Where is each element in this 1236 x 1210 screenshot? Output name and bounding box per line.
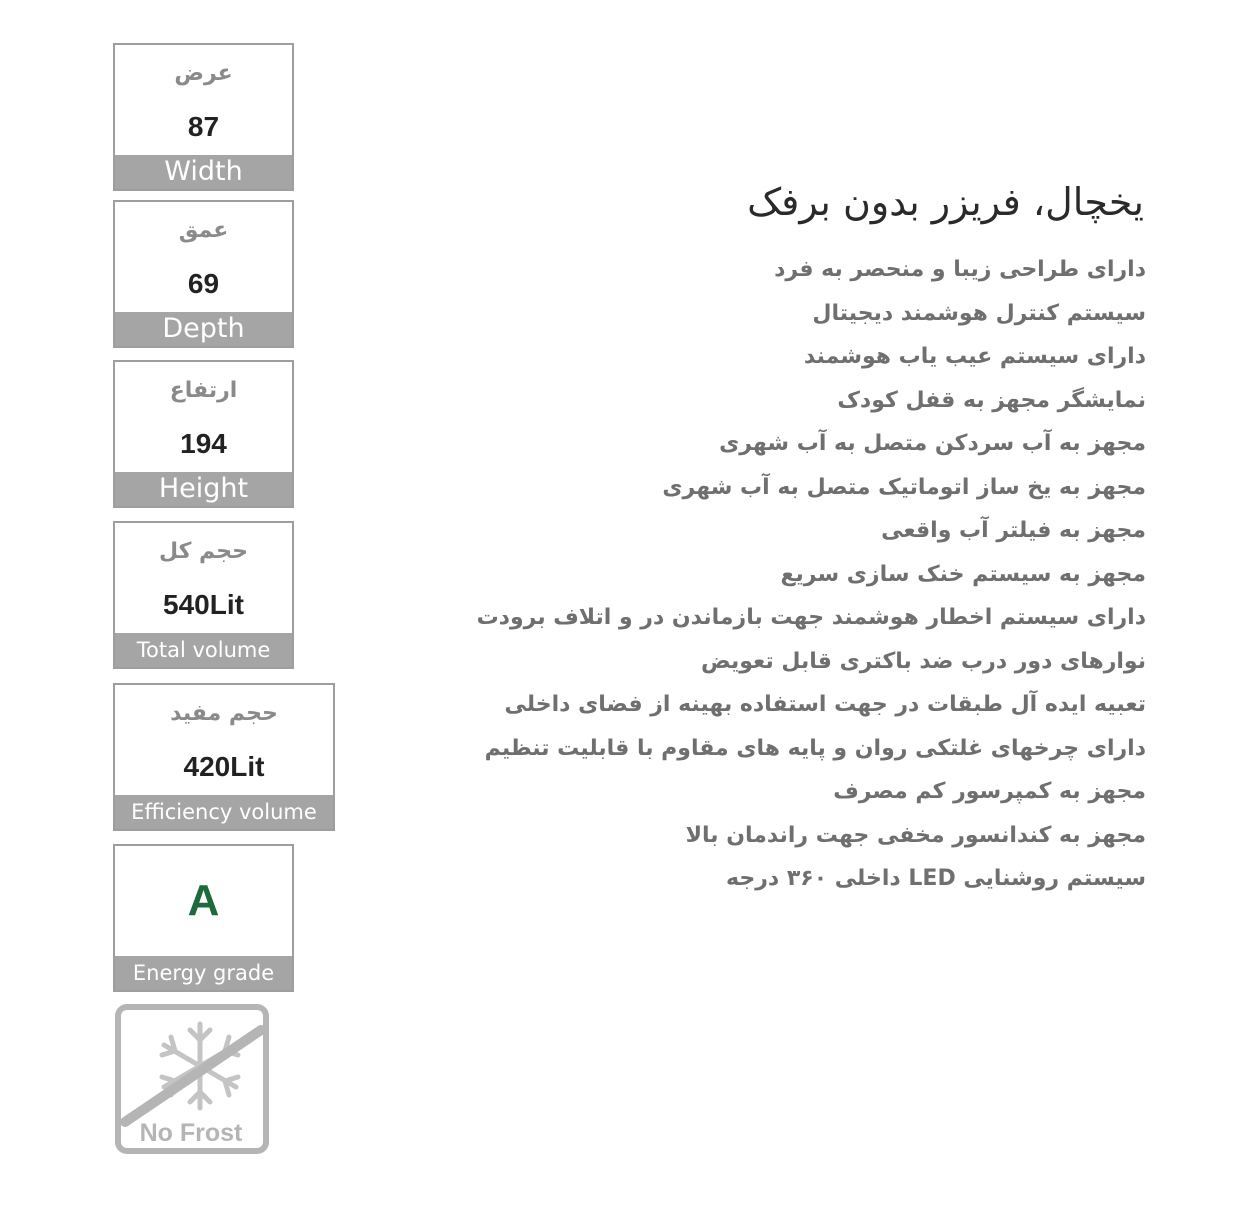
feature-item: دارای چرخهای غلتکی روان و پایه های مقاوم با قابلیت تنظیم	[484, 735, 1146, 761]
feature-item: مجهز به فیلتر آب واقعی	[881, 518, 1146, 543]
feature-item: سیستم روشنایی LED داخلی ۳۶۰ درجه	[726, 866, 1146, 891]
no-frost-badge	[115, 1004, 269, 1154]
feature-item: مجهز به سیستم خنک سازی سریع	[780, 561, 1146, 587]
feature-item: سیستم کنترل هوشمند دیجیتال	[812, 300, 1146, 326]
feature-item: دارای سیستم اخطار هوشمند جهت بازماندن در و اتلاف برودت	[476, 605, 1146, 630]
spec-value: 87	[187, 111, 220, 142]
spec-label-fa: حجم مفید	[170, 701, 278, 726]
energy-grade-label: Energy grade	[115, 956, 292, 990]
feature-item: مجهز به کندانسور مخفی جهت راندمان بالا	[685, 822, 1146, 848]
snowflake-crossed-icon	[115, 1004, 269, 1154]
spec-value: 69	[187, 268, 220, 299]
spec-total-volume	[113, 521, 294, 669]
spec-label-en: Depth	[115, 312, 292, 346]
spec-label-fa: حجم کل	[158, 539, 249, 564]
spec-depth	[113, 200, 294, 348]
spec-value: 194	[180, 428, 227, 459]
feature-item: دارای سیستم عیب یاب هوشمند	[803, 344, 1146, 369]
feature-item: نوارهای دور درب ضد باکتری قابل تعویض	[700, 648, 1146, 674]
spec-label-en: Height	[115, 472, 292, 506]
feature-item: مجهز به آب سردکن متصل به آب شهری	[719, 431, 1146, 456]
product-title: یخچال، فریزر بدون برفک	[747, 180, 1144, 224]
spec-height	[113, 360, 294, 508]
feature-item: تعبیه ایده آل طبقات در جهت استفاده بهینه از فضای داخلی	[504, 692, 1146, 717]
spec-label-fa: عرض	[174, 61, 233, 86]
spec-energy-grade	[113, 844, 294, 992]
spec-efficiency-volume	[113, 683, 335, 831]
feature-item: مجهز به کمپرسور کم مصرف	[833, 779, 1146, 804]
feature-item: مجهز به یخ ساز اتوماتیک متصل به آب شهری	[662, 474, 1146, 500]
energy-grade-letter: A	[187, 876, 220, 925]
spec-value: 540Lit	[163, 589, 244, 620]
spec-label-en: Efficiency volume	[115, 795, 333, 829]
feature-list	[477, 248, 1146, 901]
spec-label-en: Total volume	[115, 633, 292, 667]
feature-item: نمایشگر مجهز به قفل کودک	[837, 387, 1146, 413]
feature-item: دارای طراحی زیبا و منحصر به فرد	[774, 257, 1146, 282]
no-frost-label: No Frost	[139, 1119, 243, 1147]
spec-label-fa: عمق	[178, 218, 229, 243]
spec-value: 420Lit	[183, 751, 265, 782]
spec-width	[113, 43, 294, 191]
spec-label-en: Width	[115, 155, 292, 189]
spec-label-fa: ارتفاع	[169, 378, 238, 403]
